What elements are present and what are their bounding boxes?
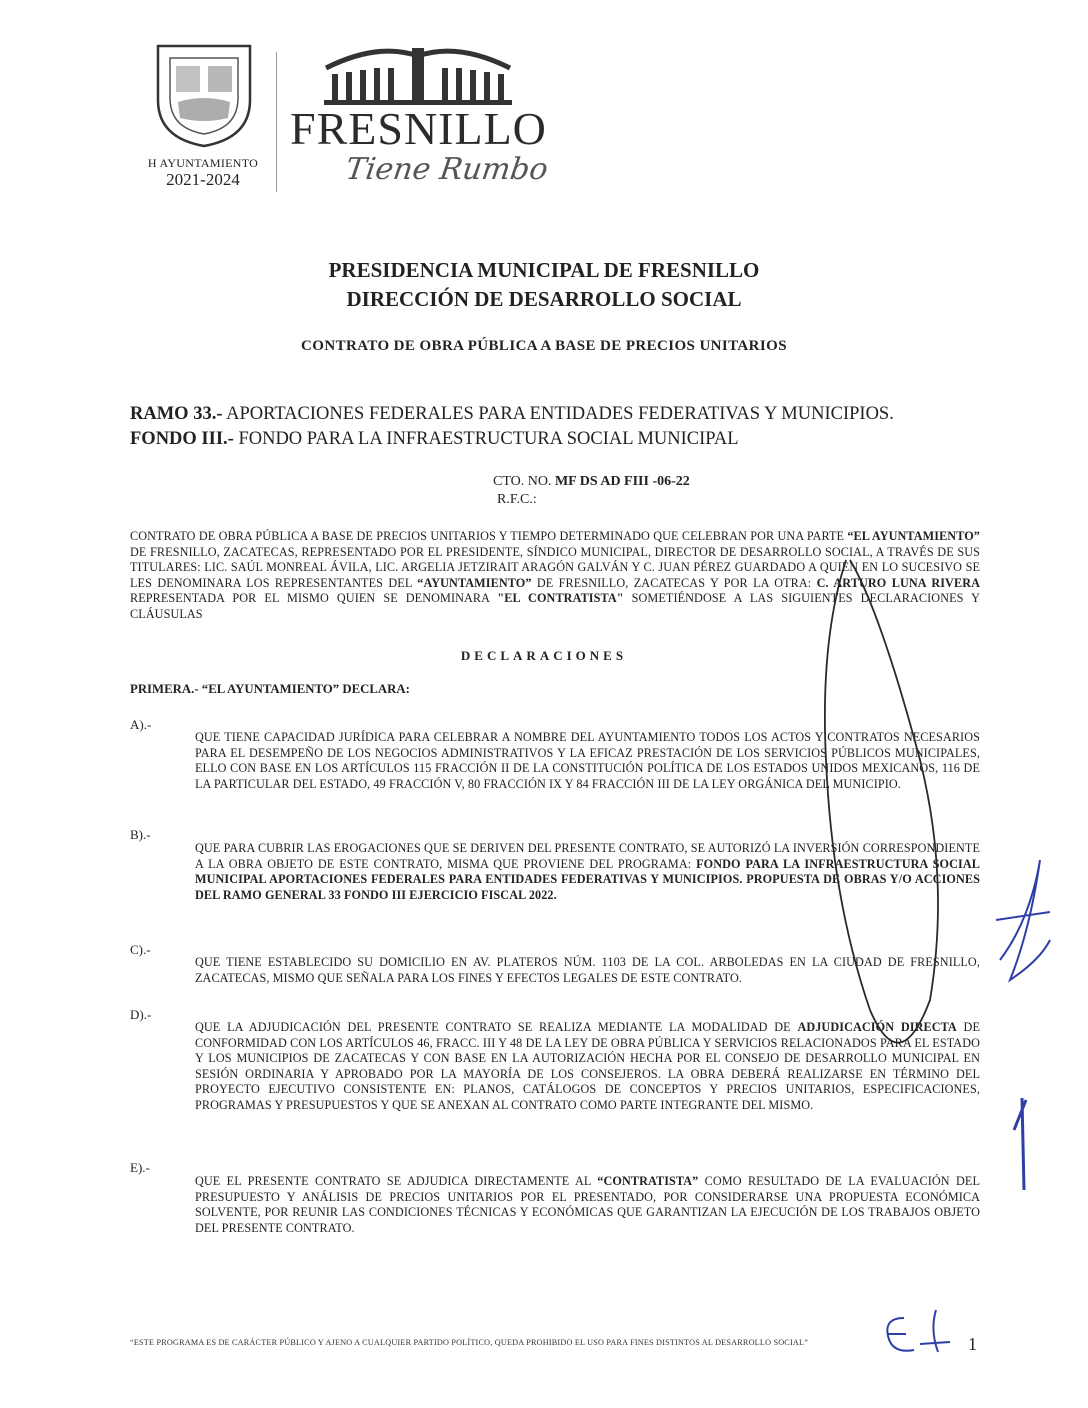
initials-mark-3 (887, 1310, 950, 1352)
intro-bold-4: "EL CONTRATISTA" (497, 591, 624, 606)
municipal-seal-logo (148, 38, 260, 150)
intro-text-1: CONTRATO DE OBRA PÚBLICA A BASE DE PRECIOS UNITARIOS Y TIEMPO DETERMINADO QUE CELEBRAN POR UNA PARTE (130, 529, 848, 543)
brand-tagline: Tiene Rumbo (343, 152, 551, 187)
intro-text-2: DE FRESNILLO, ZACATECAS, REPRESENTADO POR EL PRESIDENTE, SÍNDICO MUNICIPAL, DIRECTOR DE DESARROLLO SOCIAL, A TRAVÉS DE SUS TITULARES: LIC. SAÚL MONREAL ÁVILA, LIC. ARGELIA JETZIRAIT ARAGÓN GALVÁN Y C. JUAN PÉREZ GUARDADO A QUIEN EN LO SUCESIVO SE LES DENOMINARA LOS REPRESENTANTES DEL (130, 544, 980, 590)
fondo-label: FONDO III.- (130, 429, 234, 449)
logo-divider (276, 52, 277, 192)
cto-number: MF DS AD FIII -06-22 (554, 474, 690, 489)
clause-c-marker: C).- (130, 942, 151, 957)
primera-heading: PRIMERA.- “EL AYUNTAMIENTO” DECLARA: (130, 682, 410, 696)
clause-d-text-1: QUE LA ADJUDICACIÓN DEL PRESENTE CONTRATO SE REALIZA MEDIANTE LA MODALIDAD DE (195, 1020, 798, 1034)
clause-e-marker: E).- (130, 1160, 150, 1175)
clause-e-text (195, 1174, 980, 1236)
clause-b-text (195, 841, 980, 903)
fondo-text: FONDO PARA LA INFRAESTRUCTURA SOCIAL MUNICIPAL (233, 429, 739, 449)
ramo-block (130, 402, 894, 452)
clause-c-text: QUE TIENE ESTABLECIDO SU DOMICILIO EN AV. PLATEROS NÚM. 1103 DE LA COL. ARBOLEDAS EN LA CIUDAD DE FRESNILLO, ZACATECAS, MISMO QUE SEÑALA PARA LOS FINES Y EFECTOS LEGALES DE ESTE CONTRATO. (195, 955, 980, 985)
footer-notice: “ESTE PROGRAMA ES DE CARÁCTER PÚBLICO Y AJENO A CUALQUIER PARTIDO POLÍTICO, QUEDA PROHIBIDO EL USO PARA FINES DISTINTOS AL DESARROLLO SOCIAL” (130, 1338, 809, 1347)
clause-e-text-1: QUE EL PRESENTE CONTRATO SE ADJUDICA DIRECTAMENTE AL (195, 1174, 598, 1188)
ramo-text: APORTACIONES FEDERALES PARA ENTIDADES FEDERATIVAS Y MUNICIPIOS. (222, 404, 894, 424)
title-direccion: DIRECCIÓN DE DESARROLLO SOCIAL (346, 287, 742, 311)
intro-bold-3: C. ARTURO LUNA RIVERA (816, 575, 980, 590)
contract-number-block (493, 473, 690, 509)
intro-bold-2: “AYUNTAMIENTO” (417, 575, 532, 590)
rfc-label: R.F.C.: (497, 492, 537, 507)
clause-a-marker: A).- (130, 717, 152, 732)
fresnillo-skyline-icon (318, 38, 518, 106)
clause-b-text-plain: QUE PARA CUBRIR LAS EROGACIONES QUE SE DERIVEN DEL PRESENTE CONTRATO, SE AUTORIZÓ LA INVERSIÓN CORRESPONDIENTE A LA OBRA OBJETO DE ESTE CONTRATO, MISMA QUE PROVIENE DEL PROGRAMA: (195, 841, 980, 871)
ramo-label: RAMO 33.- (130, 404, 223, 424)
cto-label: CTO. NO. (493, 474, 555, 489)
intro-paragraph (130, 529, 980, 623)
clause-d-text-bold: ADJUDICACIÓN DIRECTA (797, 1020, 957, 1034)
initials-mark-1 (996, 860, 1050, 980)
clause-d-marker: D).- (130, 1007, 152, 1022)
intro-text-5: SOMETIÉNDOSE A LAS SIGUIENTES DECLARACIONES Y CLÁUSULAS (130, 591, 980, 621)
clause-a-text: QUE TIENE CAPACIDAD JURÍDICA PARA CELEBRAR A NOMBRE DEL AYUNTAMIENTO TODOS LOS ACTOS Y CONTRATOS NECESARIOS PARA EL DESEMPEÑO DE LOS NEGOCIOS ADMINISTRATIVOS Y LA EFICAZ PRESTACIÓN DE LOS SERVICIOS PÚBLICOS MUNICIPALES, ELLO CON BASE EN LOS ARTÍCULOS 115 FRACCIÓN II DE LA CONSTITUCIÓN POLÍTICA DE LOS ESTADOS UNIDOS MEXICANOS, 116 DE LA PARTICULAR DEL ESTADO, 49 FRACCIÓN V, 80 FRACCIÓN IX Y 84 FRACCIÓN III DE LA LEY ORGÁNICA DEL MUNICIPIO. (195, 730, 980, 791)
clause-e-text-2: COMO RESULTADO DE LA EVALUACIÓN DEL PRESUPUESTO Y ANÁLISIS DE PRECIOS UNITARIOS POR EL PRESENTADO, POR CONSIDERARSE UNA PROPUESTA ECONÓMICA SOLVENTE, POR REUNIR LAS CONDICIONES TÉCNICAS Y ECONÓMICAS QUE GARANTIZAN LA EJECUCIÓN DE LOS TRABAJOS OBJETO DEL PRESENTE CONTRATO. (195, 1174, 980, 1235)
declaraciones-heading: DECLARACIONES (460, 648, 628, 663)
ayuntamiento-label: H AYUNTAMIENTO (147, 156, 259, 170)
clause-d-text-2: DE CONFORMIDAD CON LOS ARTÍCULOS 46, FRACC. III Y 48 DE LA LEY DE OBRA PÚBLICA Y SERVICIOS RELACIONADOS PARA EL ESTADO Y LOS MUNICIPIOS DE ZACATECAS Y CON BASE EN LA AUTORIZACIÓN HECHA POR EL CONSEJO DE DESARROLLO MUNICIPAL EN SESIÓN ORDINARIA Y APROBADO POR LA MAYORÍA DE LOS CONSEJEROS. LA OBRA DEBERÁ REALIZARSE EN TÉRMINO DEL PROYECTO EJECUTIVO CONSISTENTE EN: PLANOS, CATÁLOGOS DE CONCEPTOS Y PRECIOS UNITARIOS, ESPECIFICACIONES, PROGRAMAS Y PRESUPUESTOS Y QUE SE ANEXAN AL CONTRATO COMO PARTE INTEGRANTE DEL MISMO. (195, 1020, 980, 1112)
title-presidencia: PRESIDENCIA MUNICIPAL DE FRESNILLO (328, 258, 760, 282)
clause-d-text (195, 1020, 980, 1114)
ayuntamiento-years: 2021-2024 (166, 170, 240, 189)
contract-type-title: CONTRATO DE OBRA PÚBLICA A BASE DE PRECIOS UNITARIOS (301, 338, 787, 354)
clause-b-text-bold: FONDO PARA LA INFRAESTRUCTURA SOCIAL MUNICIPAL APORTACIONES FEDERALES PARA ENTIDADES FEDERATIVAS Y MUNICIPIOS. PROPUESTA DE OBRAS Y/O ACCIONES DEL RAMO GENERAL 33 FONDO III EJERCICIO FISCAL 2022. (195, 856, 980, 902)
fondo-line (130, 427, 894, 452)
clause-b-marker: B).- (130, 827, 151, 842)
brand-name: FRESNILLO (290, 103, 547, 154)
intro-text-4: REPRESENTADA POR EL MISMO QUIEN SE DENOMINARA (130, 591, 498, 606)
clause-e-text-bold: “CONTRATISTA” (597, 1174, 699, 1188)
initials-mark-2 (1014, 1098, 1026, 1190)
page-number: 1 (968, 1334, 977, 1354)
intro-text-3: DE FRESNILLO, ZACATECAS Y POR LA OTRA: (531, 575, 817, 590)
ramo-line (130, 402, 894, 427)
intro-bold-1: “EL AYUNTAMIENTO” (847, 529, 980, 543)
